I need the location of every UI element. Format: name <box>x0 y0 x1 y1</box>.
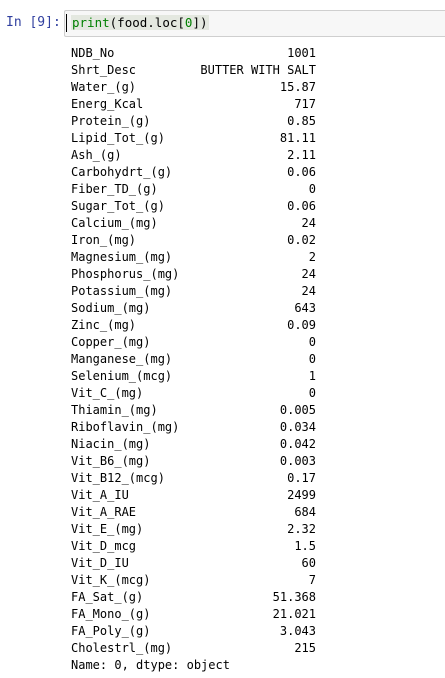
row-value: 81.11 <box>279 131 316 145</box>
output-footer: Name: 0, dtype: object <box>71 658 230 672</box>
code-args-start: (food.loc[ <box>109 15 185 30</box>
row-value: 0 <box>308 386 316 400</box>
output-row <box>71 232 316 249</box>
output-row <box>71 300 316 317</box>
output-row <box>71 487 316 504</box>
row-key: Zinc_(mg) <box>71 318 137 332</box>
row-value: 60 <box>301 556 316 570</box>
output-row <box>71 96 316 113</box>
output-row <box>71 368 316 385</box>
row-value: 24 <box>301 267 316 281</box>
row-key: Vit_E_(mg) <box>71 522 144 536</box>
row-key: Iron_(mg) <box>71 233 137 247</box>
row-value: 0.02 <box>287 233 316 247</box>
row-key: NDB_No <box>71 46 115 60</box>
row-value: 0.06 <box>287 165 316 179</box>
output-row <box>71 555 316 572</box>
code-index: 0 <box>184 15 193 30</box>
row-value: 2 <box>308 250 316 264</box>
row-value: 0.042 <box>279 437 316 451</box>
row-key: Vit_C_(mg) <box>71 386 144 400</box>
output-row <box>71 334 316 351</box>
row-value: 215 <box>294 641 316 655</box>
row-value: 2.11 <box>287 148 316 162</box>
row-value: 0.003 <box>279 454 316 468</box>
output-row <box>71 538 316 555</box>
output-row <box>71 623 316 640</box>
row-key: Phosphorus_(mg) <box>71 267 180 281</box>
row-key: Vit_A_IU <box>71 488 129 502</box>
output-row <box>71 79 316 96</box>
output-row <box>71 62 316 79</box>
output-row <box>71 113 316 130</box>
output-row <box>71 589 316 606</box>
output-row <box>71 181 316 198</box>
row-value: 2499 <box>287 488 316 502</box>
row-key: Shrt_Desc <box>71 63 137 77</box>
row-key: Water_(g) <box>71 80 137 94</box>
output-row <box>71 521 316 538</box>
output-row <box>71 640 316 657</box>
row-key: Thiamin_(mg) <box>71 403 158 417</box>
row-key: Potassium_(mg) <box>71 284 173 298</box>
output-row <box>71 45 316 62</box>
row-value: 643 <box>294 301 316 315</box>
code-function: print <box>72 15 110 30</box>
row-key: Fiber_TD_(g) <box>71 182 158 196</box>
row-value: 0.85 <box>287 114 316 128</box>
output-area <box>71 45 316 657</box>
row-value: BUTTER WITH SALT <box>200 63 316 77</box>
output-row <box>71 266 316 283</box>
row-value: 0.17 <box>287 471 316 485</box>
row-key: FA_Sat_(g) <box>71 590 144 604</box>
output-row <box>71 419 316 436</box>
row-key: Lipid_Tot_(g) <box>71 131 165 145</box>
output-row <box>71 283 316 300</box>
row-value: 7 <box>308 573 316 587</box>
row-key: Riboflavin_(mg) <box>71 420 180 434</box>
row-key: Vit_K_(mcg) <box>71 573 151 587</box>
output-row <box>71 402 316 419</box>
output-row <box>71 470 316 487</box>
output-row <box>71 606 316 623</box>
row-key: Cholestrl_(mg) <box>71 641 173 655</box>
row-value: 24 <box>301 284 316 298</box>
code-args-end: ]) <box>192 15 208 30</box>
text-cursor <box>66 14 67 32</box>
row-key: Vit_D_IU <box>71 556 129 570</box>
output-row <box>71 385 316 402</box>
row-key: Vit_D_mcg <box>71 539 137 553</box>
row-value: 0.09 <box>287 318 316 332</box>
input-prompt: In [9]: <box>6 15 61 30</box>
row-key: Energ_Kcal <box>71 97 144 111</box>
row-key: Sodium_(mg) <box>71 301 151 315</box>
output-row <box>71 130 316 147</box>
row-value: 1 <box>308 369 316 383</box>
row-value: 0 <box>308 335 316 349</box>
row-key: Calcium_(mg) <box>71 216 158 230</box>
row-key: Carbohydrt_(g) <box>71 165 173 179</box>
row-value: 684 <box>294 505 316 519</box>
row-value: 717 <box>294 97 316 111</box>
row-value: 0.005 <box>279 403 316 417</box>
row-key: Vit_B6_(mg) <box>71 454 151 468</box>
row-key: Ash_(g) <box>71 148 122 162</box>
output-row <box>71 147 316 164</box>
row-key: Copper_(mg) <box>71 335 151 349</box>
row-key: Selenium_(mcg) <box>71 369 173 383</box>
row-value: 15.87 <box>279 80 316 94</box>
output-row <box>71 249 316 266</box>
row-value: 2.32 <box>287 522 316 536</box>
row-key: Vit_A_RAE <box>71 505 137 519</box>
row-value: 21.021 <box>272 607 316 621</box>
row-value: 0.06 <box>287 199 316 213</box>
row-value: 51.368 <box>272 590 316 604</box>
row-key: Magnesium_(mg) <box>71 250 173 264</box>
output-row <box>71 351 316 368</box>
row-value: 24 <box>301 216 316 230</box>
row-key: Sugar_Tot_(g) <box>71 199 165 213</box>
output-row <box>71 504 316 521</box>
row-key: Protein_(g) <box>71 114 151 128</box>
row-value: 1.5 <box>294 539 316 553</box>
row-value: 0 <box>308 352 316 366</box>
row-key: FA_Mono_(g) <box>71 607 151 621</box>
output-row <box>71 453 316 470</box>
row-value: 3.043 <box>279 624 316 638</box>
output-row <box>71 317 316 334</box>
row-key: Manganese_(mg) <box>71 352 173 366</box>
row-key: Vit_B12_(mcg) <box>71 471 165 485</box>
output-row <box>71 164 316 181</box>
row-value: 1001 <box>287 46 316 60</box>
code-line[interactable] <box>71 15 209 30</box>
output-row <box>71 198 316 215</box>
row-value: 0.034 <box>279 420 316 434</box>
output-row <box>71 572 316 589</box>
row-key: Niacin_(mg) <box>71 437 151 451</box>
output-row <box>71 215 316 232</box>
row-value: 0 <box>308 182 316 196</box>
output-row <box>71 436 316 453</box>
row-key: FA_Poly_(g) <box>71 624 151 638</box>
